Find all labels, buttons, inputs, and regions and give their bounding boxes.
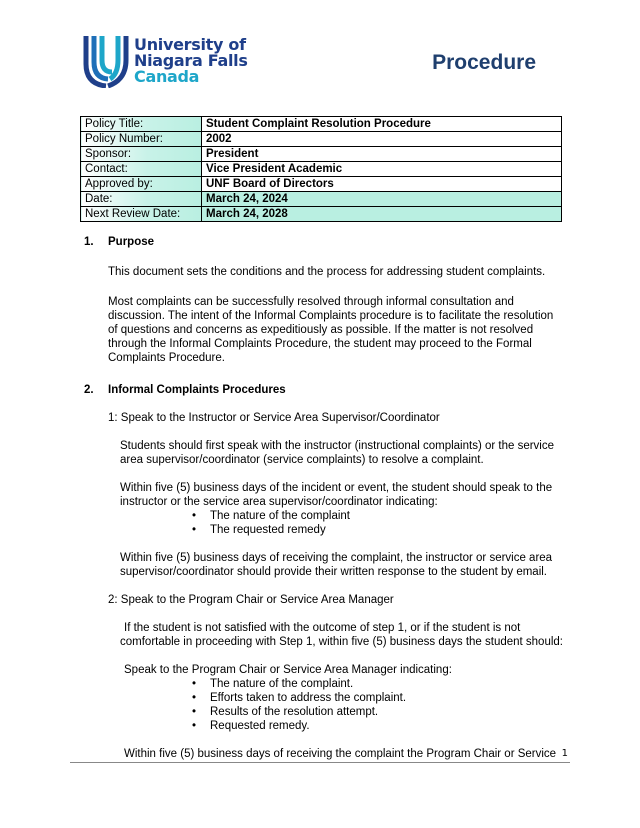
section-number: 1. <box>84 236 94 248</box>
university-logo <box>82 34 272 90</box>
section-heading <box>84 235 564 249</box>
table-row <box>81 207 562 222</box>
table-row <box>81 117 562 132</box>
meta-value: March 24, 2024 <box>202 192 562 207</box>
meta-key: Next Review Date: <box>81 207 202 222</box>
meta-key: Contact: <box>81 162 202 177</box>
section-title: Purpose <box>108 236 155 248</box>
list-item: • Efforts taken to address the complaint. <box>192 691 564 705</box>
policy-meta-table <box>80 116 562 222</box>
paragraph: Students should first speak with the instructor (instructional complaints) or the service area supervisor/coordinator (service complaints) to resolve a complaint. <box>120 440 554 466</box>
logo-line-1: University of <box>134 35 246 54</box>
meta-key: Policy Title: <box>81 117 202 132</box>
table-row <box>81 147 562 162</box>
paragraph: Within five (5) business days of the incident or event, the student should speak to the instructor or the service area supervisor/coordinator indicating: <box>120 482 553 508</box>
table-row <box>81 177 562 192</box>
footer-divider <box>70 762 570 763</box>
meta-value: 2002 <box>202 132 562 147</box>
document-type-title: Procedure <box>432 51 536 74</box>
bullet-list <box>192 509 564 537</box>
bullet-list <box>192 677 564 733</box>
meta-key: Approved by: <box>81 177 202 192</box>
meta-key: Sponsor: <box>81 147 202 162</box>
meta-value: Vice President Academic <box>202 162 562 177</box>
list-item: • Results of the resolution attempt. <box>192 705 564 719</box>
list-item: • Requested remedy. <box>192 719 564 733</box>
section-title: Informal Complaints Procedures <box>108 384 286 396</box>
table-row <box>81 192 562 207</box>
table-row <box>81 132 562 147</box>
table-row <box>81 162 562 177</box>
logo-wordmark <box>134 37 248 85</box>
step-title: 1: Speak to the Instructor or Service Area Supervisor/Coordinator <box>108 412 440 424</box>
paragraph: Speak to the Program Chair or Service Area Manager indicating: <box>124 664 452 676</box>
meta-value: UNF Board of Directors <box>202 177 562 192</box>
page-number: 1 <box>561 748 568 759</box>
section-heading <box>84 383 564 397</box>
list-item: • The nature of the complaint. <box>192 677 564 691</box>
step-title: 2: Speak to the Program Chair or Service Area Manager <box>108 594 394 606</box>
meta-value: President <box>202 147 562 162</box>
meta-value: March 24, 2028 <box>202 207 562 222</box>
meta-value: Student Complaint Resolution Procedure <box>202 117 562 132</box>
logo-mark-icon <box>82 34 130 88</box>
paragraph: This document sets the conditions and the process for addressing student complaints. <box>108 266 546 278</box>
meta-key: Date: <box>81 192 202 207</box>
logo-line-2: Niagara Falls <box>134 51 248 70</box>
document-body <box>84 235 564 761</box>
meta-key: Policy Number: <box>81 132 202 147</box>
list-item: • The requested remedy <box>192 523 564 537</box>
paragraph: Most complaints can be successfully resolved through informal consultation and discussion. The intent of the Informal Complaints procedure is to facilitate the resolution of questions and concerns as expeditiously as possible. If the matter is not resolved through the Informal Complaints Procedure, the student may proceed to the Formal Complaints Procedure. <box>108 296 554 364</box>
logo-line-3: Canada <box>134 67 200 86</box>
paragraph: If the student is not satisfied with the outcome of step 1, or if the student is not comfortable in proceeding with Step 1, within five (5) business days the student should: <box>120 622 563 648</box>
paragraph: Within five (5) business days of receiving the complaint the Program Chair or Service <box>124 748 557 760</box>
list-item: • The nature of the complaint <box>192 509 564 523</box>
paragraph: Within five (5) business days of receiving the complaint, the instructor or service area supervisor/coordinator should provide their written response to the student by email. <box>120 552 553 578</box>
section-number: 2. <box>84 384 94 396</box>
